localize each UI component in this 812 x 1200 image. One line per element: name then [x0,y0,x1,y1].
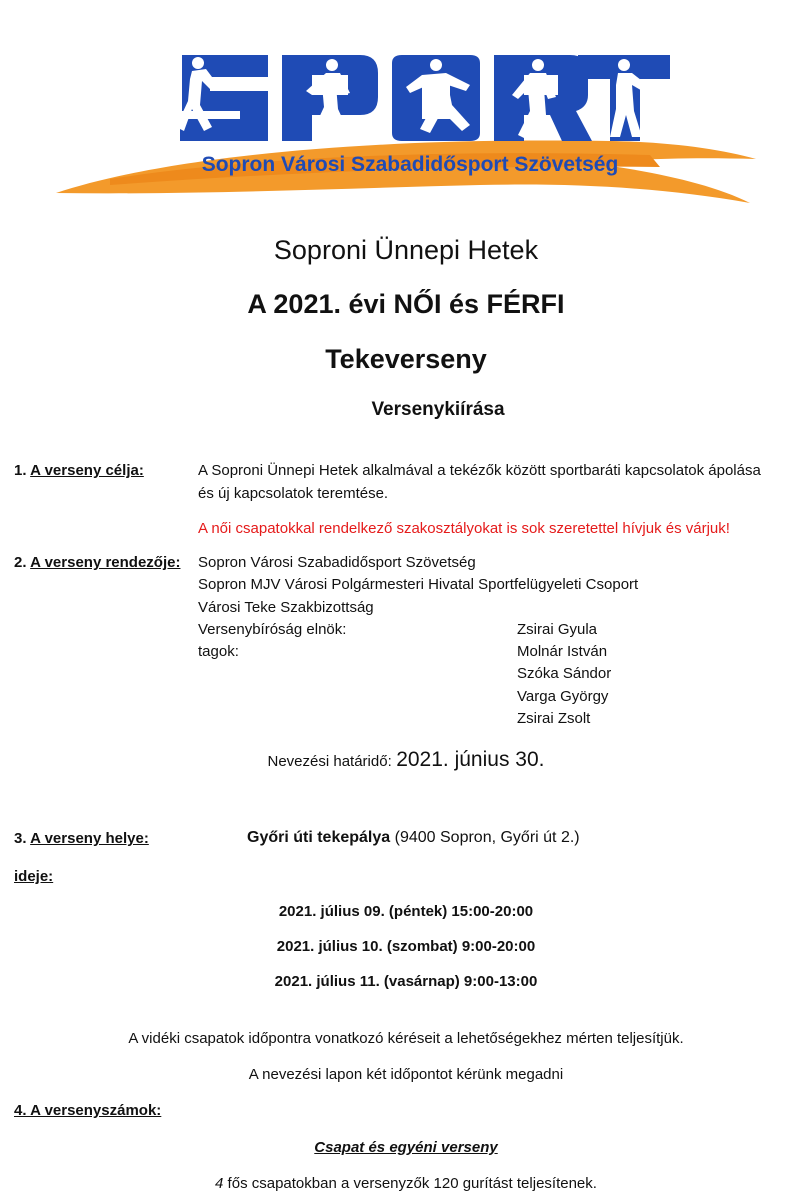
section4-heading: 4. A versenyszámok: [14,1102,162,1119]
competition-subtitle: Tekeverseny [325,344,487,374]
section1-heading [14,460,144,482]
jury-name: Varga György [517,688,609,705]
organizer-2: Sopron MJV Városi Polgármesteri Hivatal Sportfelügyeleti Csoport [198,576,639,593]
section1-number: 1. [14,462,27,479]
deadline-label: Nevezési határidő: [267,753,392,770]
section1-text2: és új kapcsolatok teremtése. [198,485,389,502]
section3-label: A verseny helye: [30,830,149,847]
section2-heading [14,552,180,574]
document-type: Versenykiírása [371,399,505,420]
venue-name: Győri úti tekepálya [247,829,391,846]
section1-text1: A Soproni Ünnepi Hetek alkalmával a tekézők között sportbaráti kapcsolatok ápolása [198,462,761,479]
venue-address: (9400 Sopron, Győri út 2.) [394,829,580,846]
section3-number: 3. [14,830,27,847]
section2-label: A verseny rendezője: [30,554,181,571]
venue [247,826,580,850]
organizer-1: Sopron Városi Szabadidősport Szövetség [198,554,476,571]
role-chair: Versenybíróság elnök: [198,621,347,638]
section1-invitation: A női csapatokkal rendelkező szakosztályokat is sok szeretettel hívjuk és várjuk! [198,520,730,537]
deadline-date: 2021. június 30. [396,748,545,771]
schedule-note-1: A vidéki csapatok időpontra vonatkozó kéréseit a lehetőségekhez mérten teljesítjük. [128,1030,684,1047]
section1-label: A verseny célja: [30,462,144,479]
section4-text [0,1173,812,1195]
event-title: Soproni Ünnepi Hetek [273,235,539,265]
section2-number: 2. [14,554,27,571]
jury-name: Molnár István [517,643,608,660]
section3-heading [14,828,149,850]
jury-name: Zsirai Gyula [517,621,598,638]
schedule-date-2: 2021. július 10. (szombat) 9:00-20:00 [276,938,536,955]
schedule-date-1: 2021. július 09. (péntek) 15:00-20:00 [278,903,534,920]
sport-logo [50,45,762,215]
team-size: 4 [215,1175,224,1192]
role-members: tagok: [198,643,239,660]
jury-name: Szóka Sándor [517,665,612,682]
competition-title: A 2021. évi NŐI és FÉRFI [247,289,565,319]
organizer-3: Városi Teke Szakbizottság [198,599,374,616]
section4-text-rest: fős csapatokban a versenyzők 120 gurítást teljesítenek. [223,1175,597,1192]
section4-subheading: Csapat és egyéni verseny [314,1139,498,1156]
time-label: ideje: [14,868,54,885]
schedule-note-2: A nevezési lapon két időpontot kérünk megadni [248,1066,564,1083]
jury-name: Zsirai Zsolt [517,710,591,727]
entry-deadline [0,745,812,777]
schedule-date-3: 2021. július 11. (vasárnap) 9:00-13:00 [274,973,538,990]
logo-org-name: Sopron Városi Szabadidősport Szövetség [201,153,619,176]
